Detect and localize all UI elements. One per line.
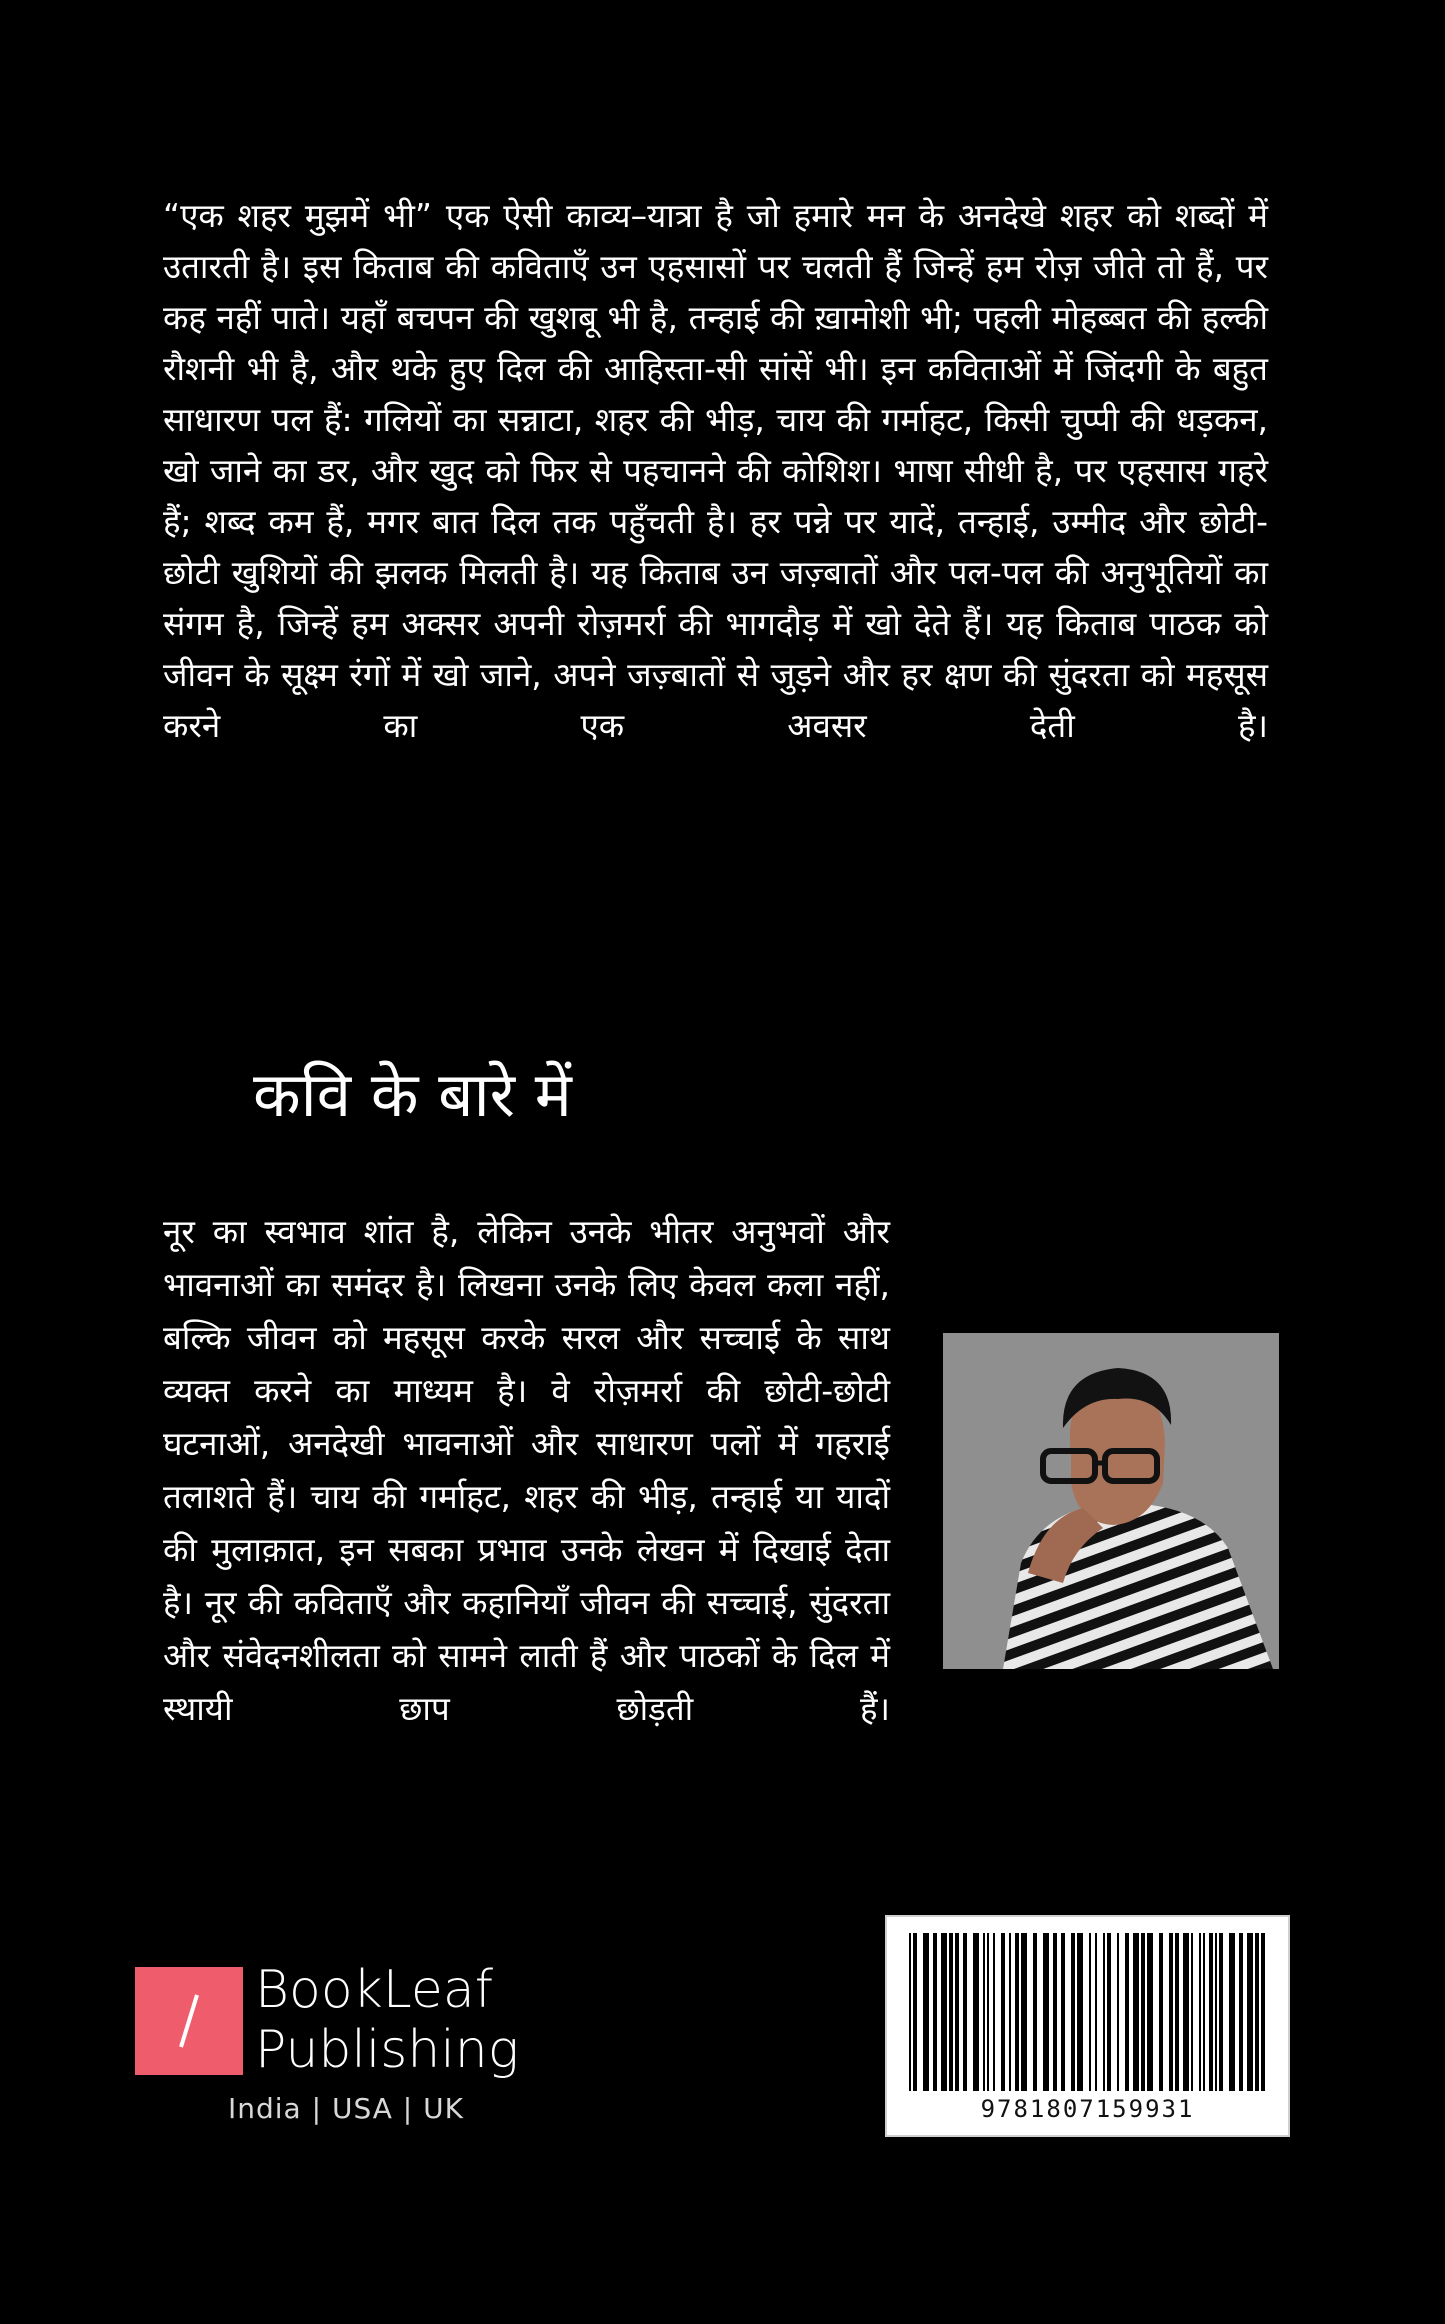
publisher-logo	[135, 1960, 555, 2140]
barcode-bar	[1001, 1933, 1005, 2091]
barcode-bar	[909, 1933, 911, 2091]
barcode-bar	[1215, 1933, 1217, 2091]
barcode-bar	[1061, 1933, 1065, 2091]
barcode-bar	[993, 1933, 995, 2091]
barcode-bar	[941, 1933, 947, 2091]
barcode-bar	[1095, 1933, 1097, 2091]
barcode-bar	[955, 1933, 959, 2091]
barcode-bar	[1117, 1933, 1119, 2091]
barcode-bar	[1125, 1933, 1129, 2091]
barcode-bar	[1169, 1933, 1173, 2091]
barcode-bar	[1071, 1933, 1075, 2091]
barcode-bar	[1133, 1933, 1139, 2091]
barcode-bar	[1209, 1933, 1213, 2091]
barcode-bar	[913, 1933, 917, 2091]
barcode-bar	[983, 1933, 985, 2091]
barcode-bar	[1009, 1933, 1011, 2091]
barcode-bar	[1147, 1933, 1153, 2091]
barcode-bar	[1175, 1933, 1179, 2091]
barcode-bar	[1089, 1933, 1091, 2091]
barcode-bar	[1239, 1933, 1243, 2091]
barcode-bar	[949, 1933, 953, 2091]
barcode-bar	[1199, 1933, 1201, 2091]
author-portrait-illustration	[943, 1333, 1279, 1669]
publisher-name-line1: BookLeaf	[255, 1960, 494, 2020]
publisher-slash-mark	[135, 1967, 243, 2075]
barcode-bar	[1159, 1933, 1163, 2091]
barcode-bar	[1183, 1933, 1189, 2091]
barcode-bar	[1255, 1933, 1259, 2091]
barcode-bar	[1103, 1933, 1105, 2091]
barcode-bar	[1107, 1933, 1111, 2091]
publisher-name-line2: Publishing	[255, 2020, 519, 2080]
barcode-bar	[963, 1933, 967, 2091]
barcode-bar	[1043, 1933, 1049, 2091]
isbn-barcode	[885, 1915, 1290, 2137]
about-poet-heading: कवि के बारे में	[253, 1058, 572, 1131]
barcode-bar	[1015, 1933, 1019, 2091]
barcode-bar	[923, 1933, 929, 2091]
barcode-bar	[1261, 1933, 1265, 2091]
barcode-bar	[1219, 1933, 1223, 2091]
publisher-name	[255, 1960, 519, 2080]
barcode-bar	[1141, 1933, 1145, 2091]
barcode-bar	[1033, 1933, 1037, 2091]
barcode-bar	[987, 1933, 989, 2091]
barcode-bar	[933, 1933, 937, 2091]
barcode-bars	[909, 1933, 1270, 2091]
author-photo	[943, 1333, 1279, 1669]
back-cover-blurb: “एक शहर मुझमें भी” एक ऐसी काव्य–यात्रा है जो हमारे मन के अनदेखे शहर को शब्दों में उतारती है। इस किताब की कविताएँ उन एहसासों पर चलती हैं जिन्हें हम रोज़ जीते तो हैं, पर कह नहीं पाते। यहाँ बचपन की खुशबू भी है, तन्हाई की ख़ामोशी भी; पहली मोहब्बत की हल्की रौशनी भी है, और थके हुए दिल की आहिस्ता-सी सांसें भी। इन कविताओं में जिंदगी के बहुत साधारण पल हैं: गलियों का सन्नाटा, शहर की भीड़, चाय की गर्माहट, किसी चुप्पी की धड़कन, खो जाने का डर, और खुद को फिर से पहचानने की कोशिश। भाषा सीधी है, पर एहसास गहरे हैं; शब्द कम हैं, मगर बात दिल तक पहुँचती है। हर पन्ने पर यादें, तन्हाई, उम्मीद और छोटी-छोटी खुशियों की झलक मिलती है। यह किताब उन जज़्बातों और पल-पल की अनुभूतियों का संगम है, जिन्हें हम अक्सर अपनी रोज़मर्रा की भागदौड़ में खो देते हैं। यह किताब पाठक को जीवन के सूक्ष्म रंगों में खो जाने, अपने जज़्बातों से जुड़ने और हर क्षण की सुंदरता को महसूस करने का एक अवसर देती है।	[163, 196, 1268, 745]
poet-bio: नूर का स्वभाव शांत है, लेकिन उनके भीतर अनुभवों और भावनाओं का समंदर है। लिखना उनके लिए केवल कला नहीं, बल्कि जीवन को महसूस करके सरल और सच्चाई के साथ व्यक्त करने का माध्यम है। वे रोज़मर्रा की छोटी-छोटी घटनाओं, अनदेखी भावनाओं और साधारण पलों में गहराई तलाशते हैं। चाय की गर्माहट, शहर की भीड़, तन्हाई या यादों की मुलाक़ात, इन सबका प्रभाव उनके लेखन में दिखाई देता है। नूर की कविताएँ और कहानियाँ जीवन की सच्चाई, सुंदरता और संवेदनशीलता को सामने लाती हैं और पाठकों के दिल में स्थायी छाप छोड़ती हैं।	[163, 1212, 890, 1728]
slash-icon	[135, 1967, 243, 2075]
barcode-bar	[1203, 1933, 1205, 2091]
publisher-regions: India | USA | UK	[228, 2092, 464, 2125]
barcode-bar	[1247, 1933, 1253, 2091]
isbn-number: 9781807159931	[980, 2095, 1195, 2123]
barcode-bar	[1077, 1933, 1083, 2091]
barcode-bar	[1053, 1933, 1057, 2091]
barcode-bar	[973, 1933, 979, 2091]
barcode-bar	[1021, 1933, 1027, 2091]
barcode-bar	[1229, 1933, 1235, 2091]
barcode-bar	[1191, 1933, 1193, 2091]
